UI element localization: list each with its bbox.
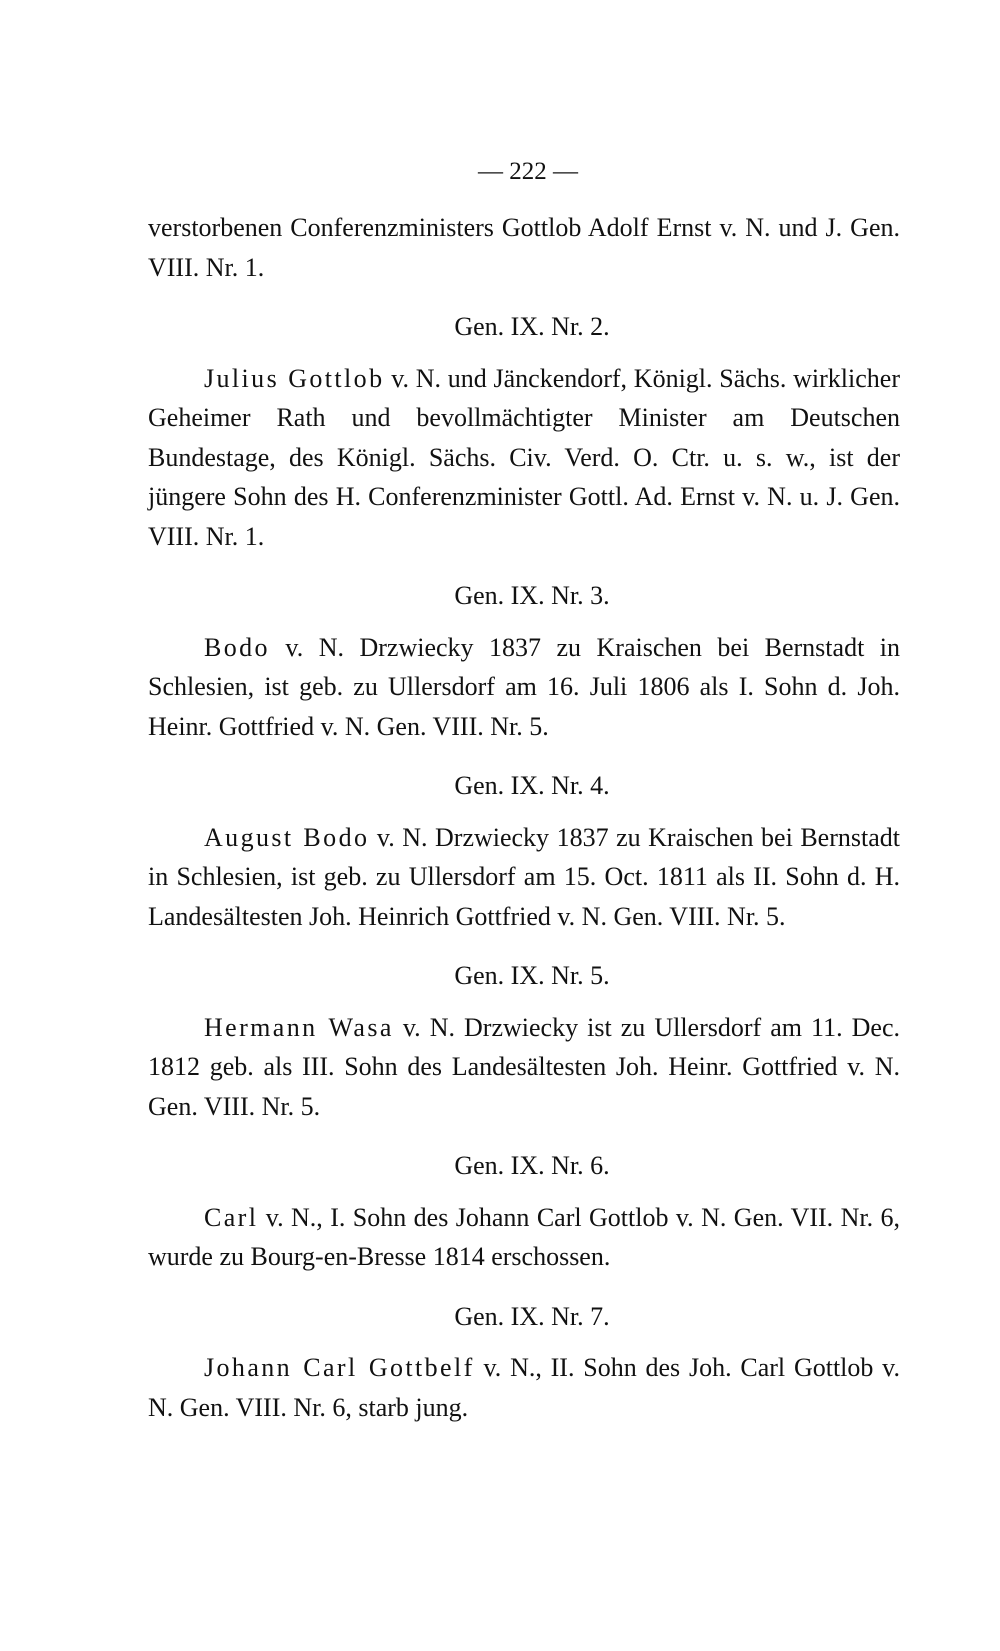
entry-gen-ix-5 xyxy=(148,1008,900,1127)
entry-heading-gen-ix-5: Gen. IX. Nr. 5. xyxy=(454,961,610,990)
entry-text: v. N. Drzwiecky ist zu Ullersdorf am 11. Dec. 1812 geb. als III. Sohn des Landesältesten Joh. Heinr. Gottfried v. N. Gen. VIII. Nr. 5. xyxy=(148,1012,900,1121)
entry-text: verstorbenen Conferenzministers Gottlob Adolf Ernst v. N. und J. Gen. VIII. Nr. 1. xyxy=(148,213,900,282)
book-page xyxy=(148,150,900,1427)
entry-name: Hermann Wasa xyxy=(204,1012,394,1042)
entry-gen-ix-3 xyxy=(148,628,900,747)
entry-gen-ix-7 xyxy=(148,1348,900,1427)
entry-name: Carl xyxy=(204,1202,259,1232)
entry-name: Bodo xyxy=(204,632,270,662)
entry-text: v. N., II. Sohn des Joh. Carl Gottlob v. N. Gen. VIII. Nr. 6, starb jung. xyxy=(148,1353,900,1422)
entry-text: v. N., I. Sohn des Johann Carl Gottlob v. N. Gen. VII. Nr. 6, wurde zu Bourg-en-Bresse 1814 erschossen. xyxy=(148,1202,900,1271)
entry-name: Johann Carl Gottbelf xyxy=(204,1353,475,1382)
entry-text: v. N. und Jänckendorf, Königl. Sächs. wirklicher Geheimer Rath und bevollmächtigter Minister am Deutschen Bundestage, des Königl. Sächs. Civ. Verd. O. Ctr. u. s. w., ist der jüngere Sohn des H. Conferenzminister Gottl. Ad. Ernst v. N. u. J. Gen. VIII. Nr. 1. xyxy=(148,363,900,551)
entry-gen-ix-6 xyxy=(148,1198,900,1277)
entry-continuation xyxy=(148,208,900,287)
entry-heading-gen-ix-4: Gen. IX. Nr. 4. xyxy=(454,771,610,800)
entry-heading-gen-ix-6: Gen. IX. Nr. 6. xyxy=(454,1151,610,1180)
entry-heading-gen-ix-7: Gen. IX. Nr. 7. xyxy=(454,1301,610,1331)
entry-name: August Bodo xyxy=(204,822,370,852)
page-number: — 222 — xyxy=(478,158,578,185)
entry-name: Julius Gottlob xyxy=(204,363,385,393)
entry-heading-gen-ix-3: Gen. IX. Nr. 3. xyxy=(454,581,610,610)
entry-gen-ix-4 xyxy=(148,818,900,937)
entry-text: v. N. Drzwiecky 1837 zu Kraischen bei Bernstadt in Schlesien, ist geb. zu Ullersdorf am 15. Oct. 1811 als II. Sohn d. H. Landesältesten Joh. Heinrich Gottfried v. N. Gen. VIII. Nr. 5. xyxy=(148,822,900,931)
entry-text: v. N. Drzwiecky 1837 zu Kraischen bei Bernstadt in Schlesien, ist geb. zu Ullersdorf am 16. Juli 1806 als I. Sohn d. Joh. Heinr. Gottfried v. N. Gen. VIII. Nr. 5. xyxy=(148,632,900,741)
entry-heading-gen-ix-2: Gen. IX. Nr. 2. xyxy=(454,312,610,341)
entry-gen-ix-2 xyxy=(148,359,900,557)
